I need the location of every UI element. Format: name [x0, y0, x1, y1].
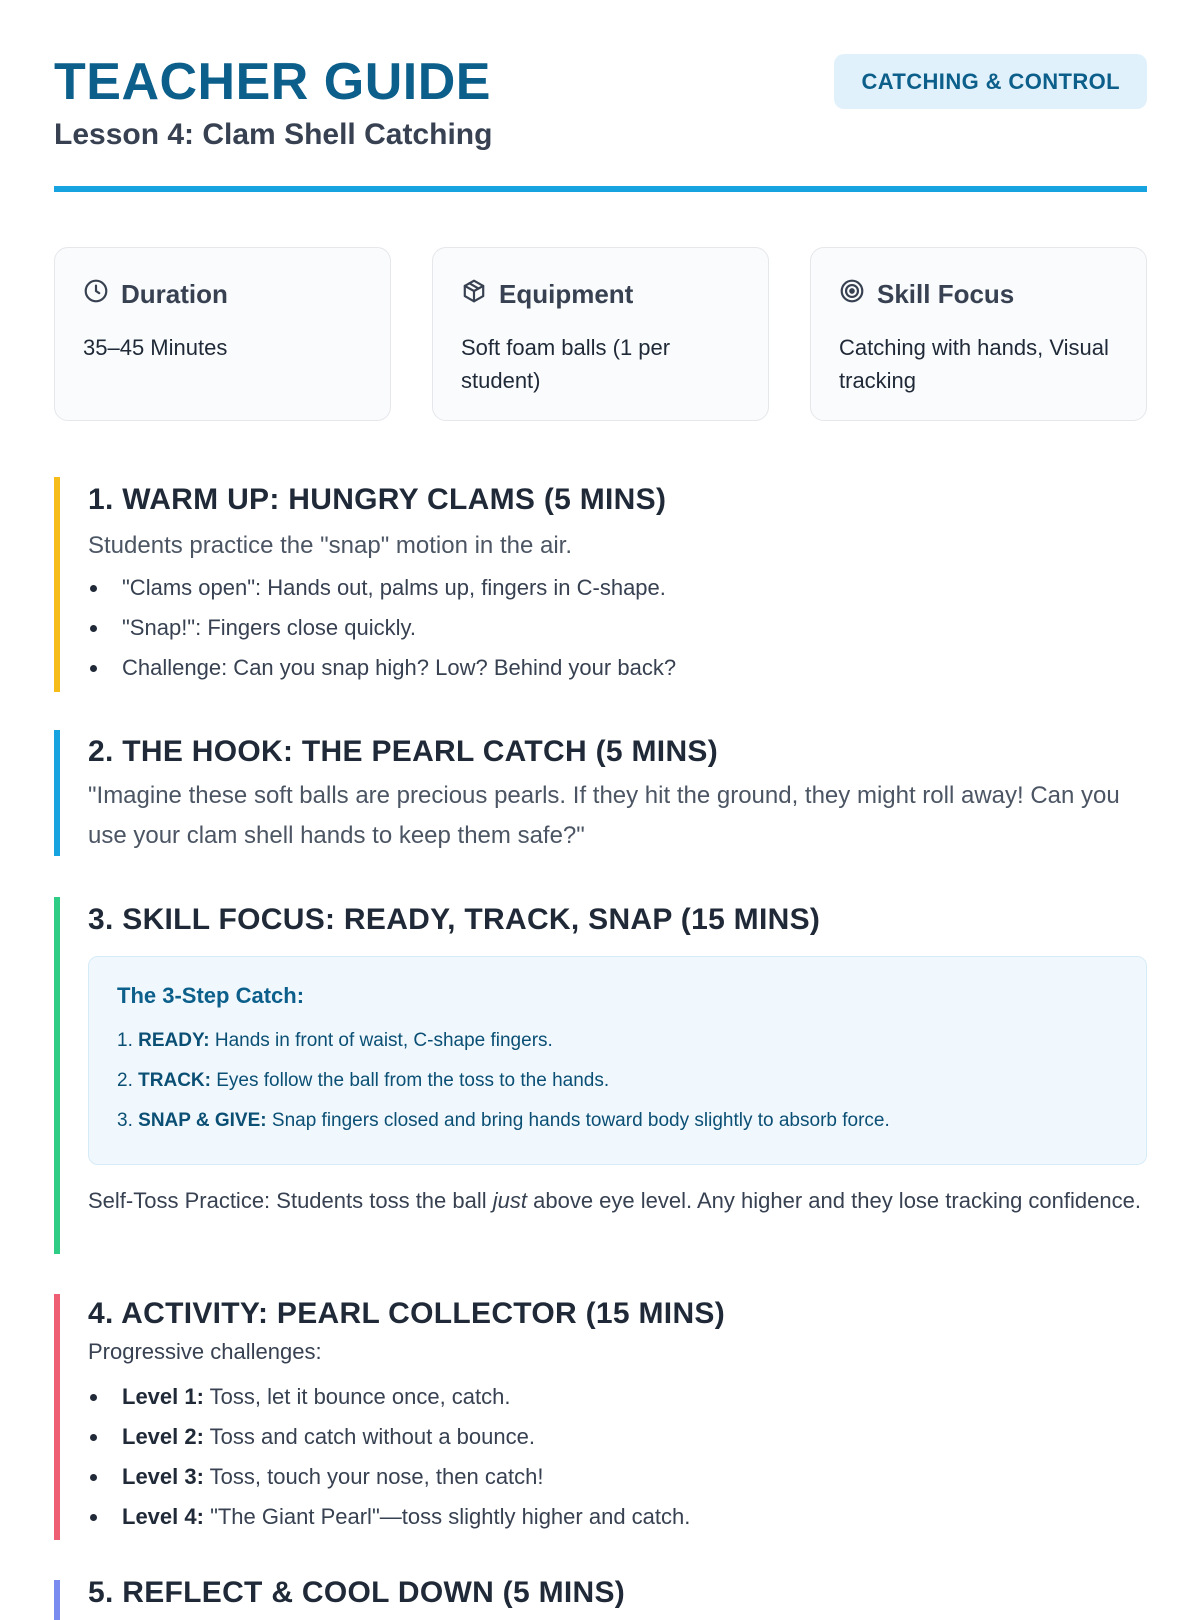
warmup-accent-bar — [54, 477, 60, 692]
step-item: 2. TRACK: Eyes follow the ball from the toss to the hands. — [117, 1070, 610, 1091]
skill-accent-bar — [54, 897, 60, 1254]
warmup-section — [54, 477, 1147, 692]
skill-focus-card — [810, 247, 1147, 421]
category-badge: CATCHING & CONTROL — [834, 54, 1147, 109]
clock-icon — [83, 278, 109, 311]
activity-accent-bar — [54, 1294, 60, 1540]
list-item: Level 4: "The Giant Pearl"—toss slightly higher and catch. — [88, 1497, 1147, 1537]
list-item: Level 3: Toss, touch your nose, then catch! — [88, 1457, 1147, 1497]
steps-box-title: The 3-Step Catch: — [117, 983, 305, 1008]
step-item: 1. READY: Hands in front of waist, C-shape fingers. — [117, 1030, 553, 1051]
hook-accent-bar — [54, 730, 60, 856]
target-icon — [839, 278, 865, 311]
skill-section — [54, 897, 1147, 1254]
teacher-guide-page — [54, 0, 1147, 1609]
skill-focus-value: Catching with hands, Visual tracking — [839, 335, 1109, 393]
info-cards — [54, 247, 1147, 423]
list-item: Level 1: Toss, let it bounce once, catch. — [88, 1377, 1147, 1417]
activity-section — [54, 1294, 1147, 1540]
equipment-card — [432, 247, 769, 421]
skill-focus-label: Skill Focus — [877, 279, 1015, 309]
list-item: Challenge: Can you snap high? Low? Behind your back? — [88, 648, 1147, 688]
header-divider — [54, 186, 1147, 192]
warmup-title: 1. WARM UP: HUNGRY CLAMS (5 MINS) — [88, 483, 667, 516]
hook-section — [54, 730, 1147, 856]
self-toss-note: Self-Toss Practice: Students toss the ball just above eye level. Any higher and they lose tracking confidence. — [88, 1188, 1141, 1213]
hook-title: 2. THE HOOK: THE PEARL CATCH (5 MINS) — [88, 735, 719, 768]
three-step-catch-box — [88, 956, 1147, 1165]
hook-quote: "Imagine these soft balls are precious pearls. If they hit the ground, they might roll away! Can you use your clam shell hands to keep them safe?" — [88, 782, 1120, 849]
activity-title: 4. ACTIVITY: PEARL COLLECTOR (15 MINS) — [88, 1297, 726, 1330]
reflect-title: 5. REFLECT & COOL DOWN (5 MINS) — [88, 1576, 626, 1609]
activity-levels — [88, 1377, 1147, 1537]
page-title: TEACHER GUIDE — [54, 53, 491, 111]
list-item: "Snap!": Fingers close quickly. — [88, 608, 1147, 648]
package-icon — [461, 278, 487, 311]
warmup-lead: Students practice the "snap" motion in the air. — [88, 532, 572, 559]
warmup-list — [88, 568, 1147, 688]
list-item: Level 2: Toss and catch without a bounce. — [88, 1417, 1147, 1457]
equipment-label: Equipment — [499, 279, 634, 309]
header — [54, 0, 1147, 196]
equipment-value: Soft foam balls (1 per student) — [461, 335, 671, 393]
activity-lead: Progressive challenges: — [88, 1339, 322, 1364]
skill-title: 3. SKILL FOCUS: READY, TRACK, SNAP (15 MINS) — [88, 903, 821, 936]
step-item: 3. SNAP & GIVE: Snap fingers closed and bring hands toward body slightly to absorb force. — [117, 1110, 890, 1131]
reflect-section — [54, 1576, 1147, 1620]
duration-label: Duration — [121, 279, 228, 309]
list-item: "Clams open": Hands out, palms up, fingers in C-shape. — [88, 568, 1147, 608]
lesson-subtitle: Lesson 4: Clam Shell Catching — [54, 118, 493, 151]
duration-card — [54, 247, 391, 421]
duration-value: 35–45 Minutes — [83, 335, 228, 360]
reflect-accent-bar — [54, 1580, 60, 1620]
